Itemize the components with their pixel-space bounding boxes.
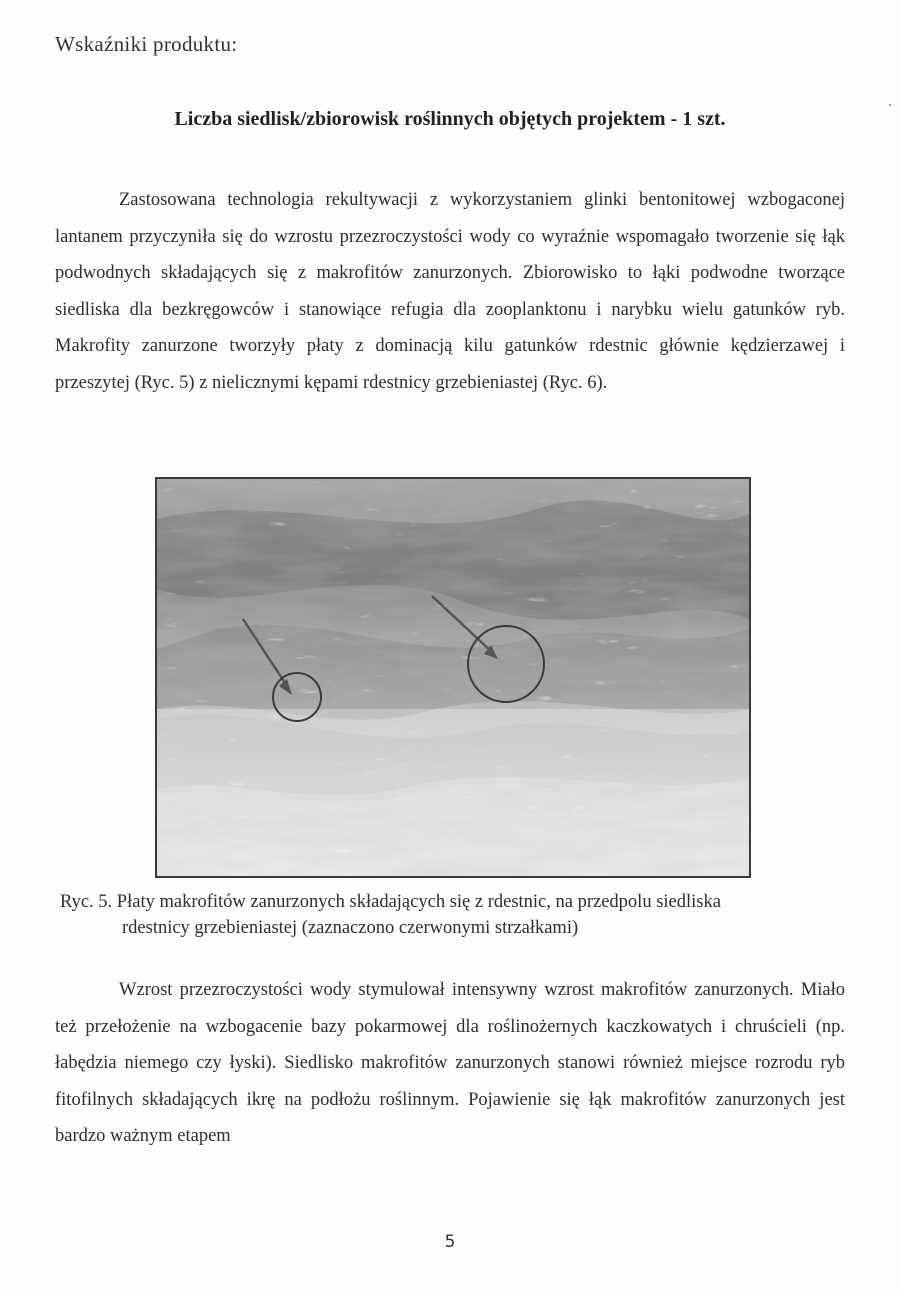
caption-line-2: rdestnicy grzebieniastej (zaznaczono czerwonymi strzałkami): [122, 918, 579, 938]
scan-speck: [889, 104, 891, 106]
figure-caption: [60, 889, 860, 941]
caption-line-1: Ryc. 5. Płaty makrofitów zanurzonych składających się z rdestnic, na przedpolu siedliska: [60, 892, 721, 912]
paragraph-2: [55, 972, 845, 1155]
page-number: 5: [444, 1232, 456, 1252]
paragraph-1: [55, 182, 845, 401]
figure-photo: [155, 477, 751, 878]
water-photo-illustration: [157, 479, 749, 876]
paragraph-1-text: Zastosowana technologia rekultywacji z wykorzystaniem glinki bentonitowej wzbogaconej lantanem przyczyniła się do wzrostu przezroczystości wody co wyraźnie wspomagało tworzenie się łąk podwodnych składających się z makrofitów zanurzonych. Zbiorowisko to łąki podwodne tworzące siedliska dla bezkręgowców i stanowiące refugia dla zooplanktonu i narybku wielu gatunków ryb. Makrofity zanurzone tworzyły płaty z dominacją kilu gatunków rdestnic głównie kędzierzawej i przeszytej (Ryc. 5) z nielicznymi kępami rdestnicy grzebieniastej (Ryc. 6).: [55, 190, 845, 393]
document-title: Liczba siedlisk/zbiorowisk roślinnych objętych projektem - 1 szt.: [174, 108, 726, 130]
section-heading: Wskaźniki produktu:: [55, 32, 238, 56]
paragraph-2-text: Wzrost przezroczystości wody stymulował intensywny wzrost makrofitów zanurzonych. Miało też przełożenie na wzbogacenie bazy pokarmowej dla roślinożernych kaczkowatych i chruścieli (np. łabędzia niemego czy łyski). Siedlisko makrofitów zanurzonych stanowi również miejsce rozrodu ryb fitofilnych składających ikrę na podłożu roślinnym. Pojawienie się łąk makrofitów zanurzonych jest bardzo ważnym etapem: [55, 980, 845, 1146]
